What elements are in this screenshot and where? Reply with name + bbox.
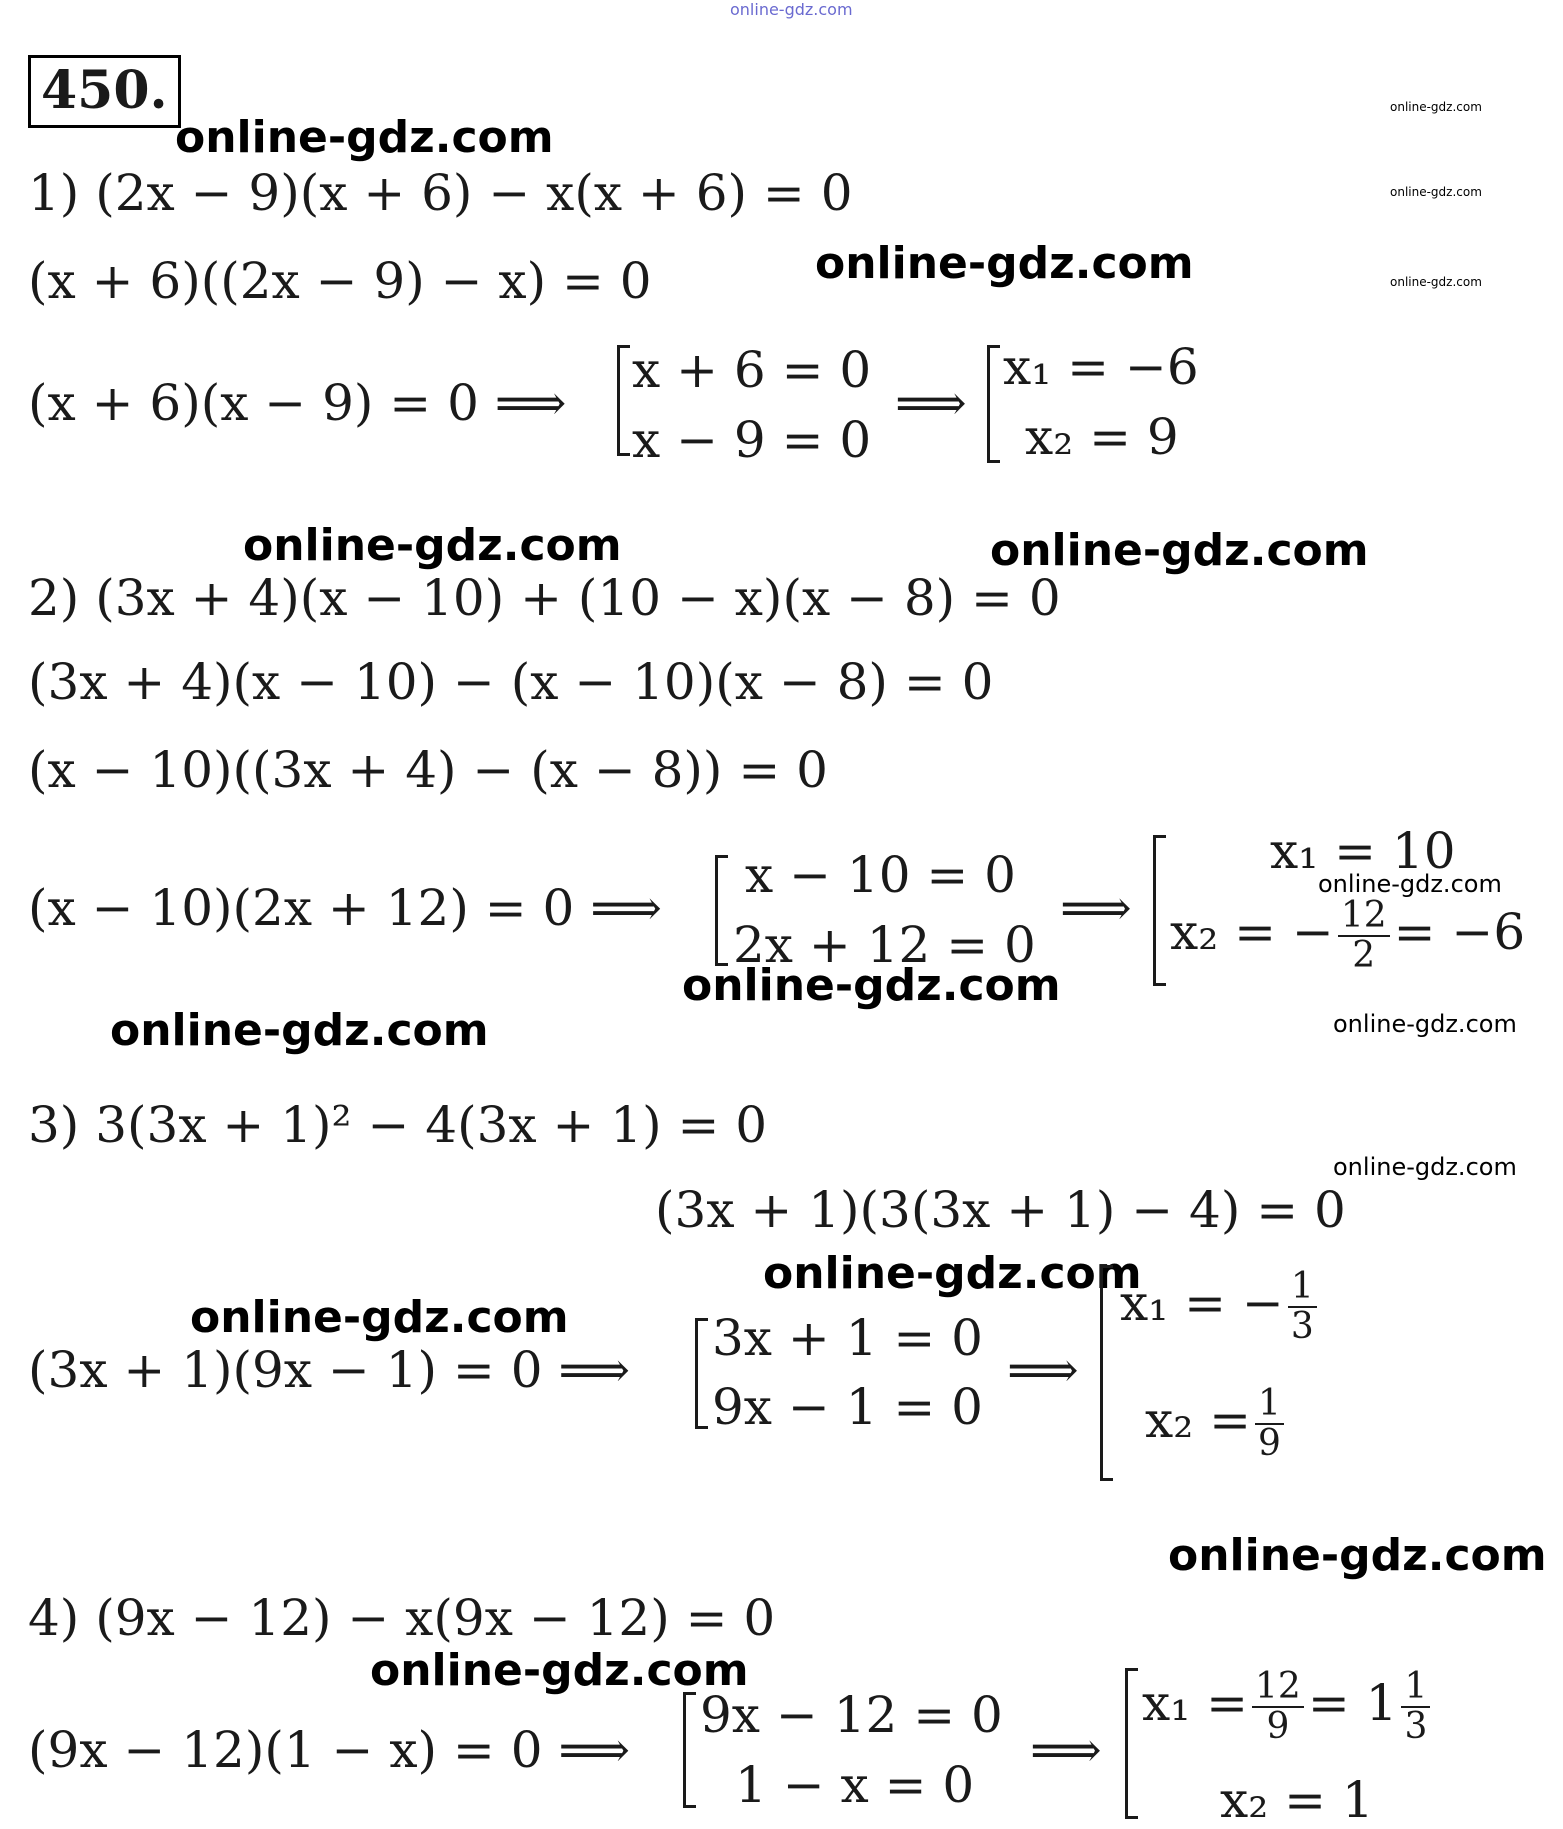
p2-line2: (3x + 4)(x − 10) − (x − 10)(x − 8) = 0 [28, 653, 994, 711]
watermark: online-gdz.com [1390, 275, 1482, 289]
fraction-numerator: 1 [1401, 1668, 1430, 1708]
p4-sys-b: 1 − x = 0 [735, 1756, 975, 1814]
p3-line3: (3x + 1)(9x − 1) = 0 ⟹ [28, 1341, 631, 1399]
watermark: online-gdz.com [110, 1005, 489, 1056]
p3-line1: 3) 3(3x + 1)² − 4(3x + 1) = 0 [28, 1096, 768, 1154]
watermark: online-gdz.com [175, 112, 554, 163]
p2-ans-b [1170, 897, 1525, 975]
fraction-denominator: 3 [1290, 1305, 1314, 1347]
p4-sys-a: 9x − 12 = 0 [700, 1686, 1003, 1744]
p1-sys-b: x − 9 = 0 [632, 411, 872, 469]
p2-ans-a: x₁ = 10 [1270, 822, 1456, 880]
watermark: online-gdz.com [682, 960, 1061, 1011]
p1-line2: (x + 6)((2x − 9) − x) = 0 [28, 252, 652, 310]
p4-arrow: ⟹ [1030, 1721, 1102, 1779]
p4-ans-b: x₂ = 1 [1220, 1771, 1374, 1829]
fraction-denominator: 2 [1352, 934, 1376, 976]
watermark: online-gdz.com [990, 525, 1369, 576]
p2-sys-a: x − 10 = 0 [745, 846, 1016, 904]
fraction-denominator: 9 [1258, 1422, 1281, 1464]
p4-line2: (9x − 12)(1 − x) = 0 ⟹ [28, 1721, 631, 1779]
system-bracket [683, 1692, 696, 1808]
watermark: online-gdz.com [1318, 870, 1502, 898]
p4-ans-a-lhs: x₁ = [1142, 1673, 1249, 1732]
p2-line1: 2) (3x + 4)(x − 10) + (10 − x)(x − 8) = 0 [28, 569, 1061, 627]
problem-number: 450. [28, 55, 181, 128]
fraction-numerator: 1 [1255, 1385, 1284, 1425]
p1-ans-a: x₁ = −6 [1003, 338, 1199, 396]
watermark: online-gdz.com [1333, 1010, 1517, 1038]
p1-sys-a: x + 6 = 0 [632, 341, 872, 399]
fraction-numerator: 12 [1252, 1668, 1304, 1708]
watermark-top: online-gdz.com [730, 0, 853, 19]
solution-bracket [987, 345, 1000, 463]
fraction-numerator: 1 [1288, 1268, 1317, 1308]
watermark: online-gdz.com [370, 1645, 749, 1696]
watermark: online-gdz.com [243, 520, 622, 571]
fraction [1338, 897, 1390, 975]
fraction-denominator: 3 [1404, 1705, 1428, 1747]
fraction-denominator: 9 [1266, 1705, 1290, 1747]
p2-sys-b: 2x + 12 = 0 [733, 916, 1036, 974]
solution-bracket [1100, 1265, 1113, 1481]
p2-line4: (x − 10)(2x + 12) = 0 ⟹ [28, 879, 662, 937]
p3-sys-a: 3x + 1 = 0 [712, 1309, 983, 1367]
p3-ans-a-lhs: x₁ = − [1120, 1273, 1284, 1332]
fraction [1255, 1385, 1284, 1463]
p2-ans-b-lhs: x₂ = − [1170, 902, 1334, 961]
solution-bracket [1125, 1668, 1138, 1819]
p3-ans-a [1120, 1268, 1321, 1346]
p1-ans-b: x₂ = 9 [1025, 408, 1179, 466]
fraction [1401, 1668, 1430, 1746]
p3-arrow: ⟹ [1007, 1341, 1079, 1399]
watermark: online-gdz.com [1390, 185, 1482, 199]
watermark: online-gdz.com [815, 238, 1194, 289]
fraction [1288, 1268, 1317, 1346]
p2-arrow: ⟹ [1060, 879, 1132, 937]
p2-ans-b-rhs: = −6 [1393, 902, 1526, 961]
fraction [1252, 1668, 1304, 1746]
p1-arrow: ⟹ [895, 374, 967, 432]
p3-ans-b-lhs: x₂ = [1145, 1390, 1252, 1449]
p3-ans-b [1145, 1385, 1288, 1463]
system-bracket [695, 1318, 708, 1429]
system-bracket [715, 855, 728, 966]
watermark: online-gdz.com [190, 1292, 569, 1343]
watermark: online-gdz.com [1333, 1153, 1517, 1181]
solution-bracket [1153, 835, 1166, 986]
watermark: online-gdz.com [763, 1248, 1142, 1299]
p4-line1: 4) (9x − 12) − x(9x − 12) = 0 [28, 1589, 776, 1647]
p3-line2: (3x + 1)(3(3x + 1) − 4) = 0 [655, 1181, 1346, 1239]
p4-ans-a [1142, 1668, 1434, 1746]
p1-line1: 1) (2x − 9)(x + 6) − x(x + 6) = 0 [28, 164, 853, 222]
fraction-numerator: 12 [1338, 897, 1390, 937]
watermark: online-gdz.com [1390, 100, 1482, 114]
p3-sys-b: 9x − 1 = 0 [712, 1378, 983, 1436]
watermark: online-gdz.com [1168, 1530, 1547, 1581]
p2-line3: (x − 10)((3x + 4) − (x − 8)) = 0 [28, 741, 828, 799]
system-bracket [617, 345, 630, 456]
p1-line3: (x + 6)(x − 9) = 0 ⟹ [28, 374, 567, 432]
p4-ans-a-mid: = 1 [1307, 1673, 1398, 1732]
